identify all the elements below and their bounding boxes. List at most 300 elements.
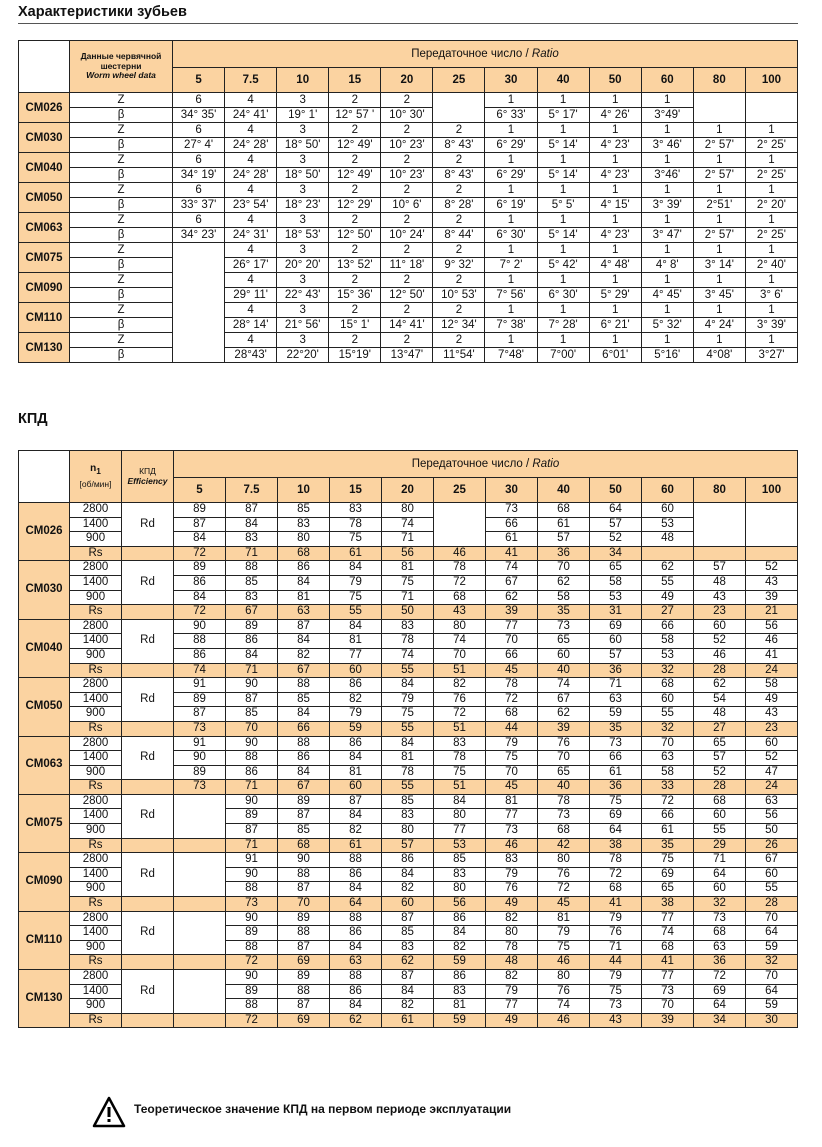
efficiency-value: 77 — [434, 824, 486, 839]
efficiency-value: 77 — [486, 809, 538, 824]
rpm-value: 900 — [70, 940, 122, 955]
efficiency-value: 84 — [278, 575, 330, 590]
rpm-value: 2800 — [70, 678, 122, 693]
rpm-value: 2800 — [70, 736, 122, 751]
rpm-value: 1400 — [70, 517, 122, 532]
ratio-col-header: 25 — [433, 68, 485, 93]
z-value: 1 — [589, 273, 641, 288]
beta-value: 33° 37' — [173, 198, 225, 213]
beta-value: 6° 21' — [589, 318, 641, 333]
rs-value — [174, 838, 226, 853]
beta-value: 4° 23' — [589, 228, 641, 243]
efficiency-value: 84 — [278, 707, 330, 722]
z-value: 1 — [641, 273, 693, 288]
efficiency-value: 90 — [174, 751, 226, 766]
efficiency-value — [746, 532, 798, 547]
rs-value: 30 — [746, 1013, 798, 1028]
efficiency-value: 84 — [434, 794, 486, 809]
beta-value: 22° 43' — [277, 288, 329, 303]
ratio-col-header: 60 — [641, 68, 693, 93]
beta-value: 18° 53' — [277, 228, 329, 243]
efficiency-value: 89 — [174, 561, 226, 576]
efficiency-value: 83 — [434, 984, 486, 999]
efficiency-value: 61 — [642, 824, 694, 839]
z-value: 6 — [173, 183, 225, 198]
rs-value: 36 — [590, 780, 642, 795]
beta-value: 11°54' — [433, 348, 485, 363]
z-value: 1 — [745, 213, 797, 228]
efficiency-value: 81 — [382, 561, 434, 576]
efficiency-value: 83 — [434, 736, 486, 751]
efficiency-value: 90 — [226, 678, 278, 693]
rs-value: 40 — [538, 780, 590, 795]
beta-value: 6° 33' — [485, 108, 537, 123]
z-value: 3 — [277, 213, 329, 228]
rs-value: 38 — [642, 897, 694, 912]
rs-value: 44 — [590, 955, 642, 970]
rs-value: 71 — [226, 663, 278, 678]
beta-value: 12° 29' — [329, 198, 381, 213]
efficiency-value: 70 — [434, 648, 486, 663]
efficiency-value: 57 — [590, 517, 642, 532]
z-value: 1 — [641, 123, 693, 138]
rs-value: 41 — [590, 897, 642, 912]
z-label: Z — [70, 183, 173, 198]
z-value: 2 — [381, 303, 433, 318]
beta-value: 24° 28' — [225, 138, 277, 153]
beta-label: β — [70, 318, 173, 333]
rs-value: 45 — [486, 663, 538, 678]
beta-value: 3°49' — [641, 108, 693, 123]
z-value: 2 — [329, 273, 381, 288]
efficiency-value: 79 — [330, 707, 382, 722]
efficiency-value: 60 — [694, 882, 746, 897]
efficiency-value: 82 — [382, 999, 434, 1014]
rs-value: 43 — [434, 605, 486, 620]
beta-label: β — [70, 348, 173, 363]
efficiency-value: 62 — [486, 590, 538, 605]
efficiency-value: 76 — [590, 926, 642, 941]
efficiency-value: 80 — [382, 503, 434, 518]
rs-value: 73 — [226, 897, 278, 912]
beta-value: 2° 57' — [693, 168, 745, 183]
efficiency-value: 84 — [382, 984, 434, 999]
rs-value: 56 — [434, 897, 486, 912]
efficiency-value: 60 — [642, 503, 694, 518]
efficiency-value: 49 — [746, 692, 798, 707]
z-value: 1 — [589, 93, 641, 108]
efficiency-value: 46 — [746, 634, 798, 649]
rs-value: 28 — [746, 897, 798, 912]
worm-label-ru: Данные червячной шестерни — [80, 51, 162, 71]
efficiency-value: 91 — [174, 678, 226, 693]
z-value: 2 — [433, 213, 485, 228]
beta-value: 3° 14' — [693, 258, 745, 273]
z-value: 2 — [381, 93, 433, 108]
efficiency-value: 88 — [330, 911, 382, 926]
beta-value: 6° 19' — [485, 198, 537, 213]
efficiency-value: 75 — [590, 794, 642, 809]
z-value: 1 — [745, 123, 797, 138]
rs-value: 66 — [278, 721, 330, 736]
rs-row — [19, 838, 798, 853]
beta-value: 4° 15' — [589, 198, 641, 213]
beta-value: 15° 36' — [329, 288, 381, 303]
z-value: 1 — [537, 213, 589, 228]
beta-value: 4° 8' — [641, 258, 693, 273]
beta-value: 24° 28' — [225, 168, 277, 183]
beta-value: 6° 29' — [485, 138, 537, 153]
rs-value: 27 — [642, 605, 694, 620]
z-value: 1 — [589, 213, 641, 228]
rs-value: 49 — [486, 1013, 538, 1028]
rs-empty — [122, 897, 174, 912]
rs-value: 56 — [382, 546, 434, 561]
rs-value — [174, 1013, 226, 1028]
corner-cell — [19, 41, 70, 93]
beta-value: 24° 31' — [225, 228, 277, 243]
rs-label: Rs — [70, 955, 122, 970]
rpm-value: 1400 — [70, 809, 122, 824]
beta-value: 5° 29' — [589, 288, 641, 303]
rs-value: 32 — [694, 897, 746, 912]
rpm-value: 2800 — [70, 911, 122, 926]
beta-value: 12° 50' — [329, 228, 381, 243]
rs-label: Rs — [70, 897, 122, 912]
beta-label: β — [70, 138, 173, 153]
rs-value: 59 — [434, 955, 486, 970]
z-value: 3 — [277, 153, 329, 168]
rs-value: 23 — [746, 721, 798, 736]
z-value: 2 — [329, 303, 381, 318]
rs-row — [19, 897, 798, 912]
table-row — [19, 348, 798, 363]
rs-value: 50 — [382, 605, 434, 620]
rs-empty — [122, 955, 174, 970]
efficiency-value: 43 — [746, 707, 798, 722]
rs-value: 46 — [486, 838, 538, 853]
beta-value — [745, 108, 797, 123]
efficiency-value: 82 — [278, 648, 330, 663]
rs-value: 29 — [694, 838, 746, 853]
rs-value: 34 — [694, 1013, 746, 1028]
model-cell: CM130 — [19, 333, 70, 363]
efficiency-value: 87 — [330, 794, 382, 809]
efficiency-value: 56 — [746, 809, 798, 824]
efficiency-value: 81 — [382, 751, 434, 766]
efficiency-value — [694, 532, 746, 547]
z-value: 1 — [641, 153, 693, 168]
efficiency-value: 73 — [694, 911, 746, 926]
efficiency-value: 60 — [694, 809, 746, 824]
efficiency-value: 41 — [746, 648, 798, 663]
ratio-col-header: 20 — [382, 478, 434, 503]
efficiency-value: 68 — [694, 926, 746, 941]
z-value: 3 — [277, 333, 329, 348]
model-cell: CM063 — [19, 213, 70, 243]
rs-value: 55 — [382, 721, 434, 736]
efficiency-value: 74 — [538, 999, 590, 1014]
beta-value: 22°20' — [277, 348, 329, 363]
beta-value: 12° 49' — [329, 168, 381, 183]
efficiency-value: 72 — [642, 794, 694, 809]
rpm-value: 1400 — [70, 751, 122, 766]
beta-label: β — [70, 168, 173, 183]
beta-value: 7°48' — [485, 348, 537, 363]
table-row — [19, 503, 798, 518]
empty-cell — [174, 911, 226, 955]
efficiency-value: 80 — [278, 532, 330, 547]
beta-value: 2° 25' — [745, 228, 797, 243]
efficiency-value: 79 — [486, 867, 538, 882]
z-value: 1 — [537, 93, 589, 108]
efficiency-value: 75 — [590, 984, 642, 999]
efficiency-value: 85 — [382, 794, 434, 809]
rpm-value: 1400 — [70, 634, 122, 649]
empty-cell — [174, 794, 226, 838]
rs-value: 39 — [642, 1013, 694, 1028]
rs-value: 45 — [486, 780, 538, 795]
efficiency-value: 39 — [746, 590, 798, 605]
rs-value: 42 — [538, 838, 590, 853]
beta-value: 10° 6' — [381, 198, 433, 213]
z-value: 1 — [745, 243, 797, 258]
table-row — [19, 93, 798, 108]
efficiency-value: 87 — [278, 999, 330, 1014]
z-value: 1 — [745, 183, 797, 198]
rs-value: 73 — [174, 721, 226, 736]
rs-empty — [122, 546, 174, 561]
efficiency-value: 87 — [174, 707, 226, 722]
rs-label: Rs — [70, 838, 122, 853]
rs-value: 63 — [278, 605, 330, 620]
efficiency-value: 86 — [226, 765, 278, 780]
z-label: Z — [70, 333, 173, 348]
beta-value: 8° 43' — [433, 168, 485, 183]
rs-value: 72 — [174, 546, 226, 561]
rs-value: 71 — [226, 546, 278, 561]
efficiency-value: 65 — [538, 634, 590, 649]
beta-value: 3°46' — [641, 168, 693, 183]
z-value: 1 — [485, 333, 537, 348]
efficiency-value: 73 — [642, 984, 694, 999]
z-value: 1 — [745, 333, 797, 348]
beta-value: 12° 57 ' — [329, 108, 381, 123]
beta-value: 5° 14' — [537, 228, 589, 243]
beta-label: β — [70, 288, 173, 303]
efficiency-value: 53 — [642, 648, 694, 663]
efficiency-value: 79 — [486, 984, 538, 999]
z-value: 2 — [381, 153, 433, 168]
efficiency-value: 68 — [642, 678, 694, 693]
efficiency-value: 90 — [226, 970, 278, 985]
efficiency-value: 84 — [330, 940, 382, 955]
efficiency-value: 85 — [278, 824, 330, 839]
z-value: 1 — [485, 123, 537, 138]
rs-value: 62 — [382, 955, 434, 970]
ratio-col-header: 7.5 — [226, 478, 278, 503]
efficiency-value: 75 — [434, 765, 486, 780]
efficiency-value: 71 — [590, 678, 642, 693]
z-value: 1 — [485, 93, 537, 108]
model-cell: CM130 — [19, 970, 70, 1028]
model-cell: CM090 — [19, 273, 70, 303]
efficiency-value: 68 — [694, 794, 746, 809]
rpm-value: 900 — [70, 707, 122, 722]
beta-value: 4° 23' — [589, 138, 641, 153]
ratio-col-header: 80 — [693, 68, 745, 93]
efficiency-value: 89 — [226, 809, 278, 824]
rs-value: 38 — [590, 838, 642, 853]
beta-value: 5° 17' — [537, 108, 589, 123]
efficiency-value: 64 — [694, 999, 746, 1014]
efficiency-value: 75 — [382, 707, 434, 722]
efficiency-value: 53 — [642, 517, 694, 532]
rs-value: 32 — [746, 955, 798, 970]
efficiency-value: 66 — [590, 751, 642, 766]
efficiency-value: 90 — [226, 867, 278, 882]
efficiency-value: 86 — [382, 853, 434, 868]
kpd-label-ru: КПД — [139, 466, 156, 476]
rs-value: 44 — [486, 721, 538, 736]
rs-label: Rs — [70, 663, 122, 678]
ratio-col-header: 5 — [174, 478, 226, 503]
ratio-col-header: 15 — [330, 478, 382, 503]
efficiency-value: 89 — [226, 619, 278, 634]
z-label: Z — [70, 273, 173, 288]
z-label: Z — [70, 213, 173, 228]
ratio-label-en: Ratio — [531, 48, 559, 60]
rs-row — [19, 721, 798, 736]
z-value: 1 — [641, 303, 693, 318]
z-value: 1 — [537, 273, 589, 288]
beta-value: 5° 14' — [537, 138, 589, 153]
beta-value: 34° 23' — [173, 228, 225, 243]
rs-value: 41 — [642, 955, 694, 970]
rs-value: 57 — [382, 838, 434, 853]
beta-value — [433, 108, 485, 123]
z-value: 1 — [641, 183, 693, 198]
efficiency-value: 82 — [382, 882, 434, 897]
z-value: 3 — [277, 93, 329, 108]
efficiency-value: 73 — [486, 503, 538, 518]
rpm-header — [70, 451, 122, 503]
efficiency-value: 76 — [434, 692, 486, 707]
beta-value: 12° 49' — [329, 138, 381, 153]
efficiency-value: 72 — [590, 867, 642, 882]
efficiency-value: 80 — [434, 619, 486, 634]
rs-row — [19, 663, 798, 678]
efficiency-value: 83 — [382, 809, 434, 824]
efficiency-value: 74 — [486, 561, 538, 576]
ratio-col-header: 40 — [537, 68, 589, 93]
efficiency-value: 89 — [226, 984, 278, 999]
efficiency-value — [746, 517, 798, 532]
efficiency-value: 64 — [590, 503, 642, 518]
efficiency-value: 87 — [278, 619, 330, 634]
efficiency-value: 69 — [590, 809, 642, 824]
efficiency-value: 65 — [590, 561, 642, 576]
efficiency-value: 65 — [694, 736, 746, 751]
z-value: 2 — [329, 213, 381, 228]
rs-label: Rs — [70, 780, 122, 795]
beta-value: 4° 24' — [693, 318, 745, 333]
beta-value: 5° 5' — [537, 198, 589, 213]
efficiency-value: 61 — [590, 765, 642, 780]
efficiency-value: 86 — [330, 926, 382, 941]
rs-value: 24 — [746, 663, 798, 678]
z-value: 1 — [693, 273, 745, 288]
z-value: 1 — [693, 213, 745, 228]
efficiency-value: 81 — [330, 765, 382, 780]
table-row — [19, 333, 798, 348]
ratio-header — [174, 451, 798, 478]
rs-value: 35 — [538, 605, 590, 620]
efficiency-value: 87 — [226, 503, 278, 518]
rpm-value: 2800 — [70, 853, 122, 868]
efficiency-value: 69 — [694, 984, 746, 999]
efficiency-value: 67 — [486, 575, 538, 590]
efficiency-value: 90 — [174, 619, 226, 634]
efficiency-value: 75 — [538, 940, 590, 955]
table-row — [19, 853, 798, 868]
efficiency-value: 82 — [434, 678, 486, 693]
table-row — [19, 183, 798, 198]
rs-value: 55 — [382, 780, 434, 795]
efficiency-value: 78 — [382, 765, 434, 780]
efficiency-value: 84 — [382, 678, 434, 693]
efficiency-value: 59 — [590, 707, 642, 722]
efficiency-value: 90 — [226, 736, 278, 751]
table-row — [19, 303, 798, 318]
efficiency-value: 88 — [226, 561, 278, 576]
rs-value: 68 — [278, 838, 330, 853]
z-value: 3 — [277, 123, 329, 138]
rs-label: Rs — [70, 1013, 122, 1028]
efficiency-value: 83 — [382, 940, 434, 955]
model-cell: CM075 — [19, 794, 70, 852]
efficiency-value: 73 — [590, 736, 642, 751]
efficiency-value: 86 — [330, 678, 382, 693]
efficiency-value: 89 — [278, 794, 330, 809]
n1-unit: [об/мин] — [79, 478, 112, 489]
rs-row — [19, 546, 798, 561]
rs-value: 45 — [538, 897, 590, 912]
efficiency-value: 60 — [590, 634, 642, 649]
table-row — [19, 153, 798, 168]
beta-value: 28° 14' — [225, 318, 277, 333]
z-value: 2 — [381, 273, 433, 288]
efficiency-value: 84 — [226, 648, 278, 663]
z-value: 1 — [693, 123, 745, 138]
beta-value: 10° 23' — [381, 168, 433, 183]
efficiency-value: 74 — [382, 517, 434, 532]
efficiency-value: 89 — [278, 970, 330, 985]
z-value: 1 — [693, 243, 745, 258]
beta-value: 3° 39' — [745, 318, 797, 333]
beta-value: 7° 2' — [485, 258, 537, 273]
beta-value: 10° 24' — [381, 228, 433, 243]
z-value: 6 — [173, 213, 225, 228]
efficiency-value: 88 — [278, 984, 330, 999]
table-row — [19, 678, 798, 693]
efficiency-value: 88 — [226, 751, 278, 766]
efficiency-value: 70 — [538, 561, 590, 576]
beta-value: 2° 25' — [745, 138, 797, 153]
ratio-col-header: 100 — [746, 478, 798, 503]
efficiency-value: 71 — [382, 590, 434, 605]
model-cell: CM110 — [19, 911, 70, 969]
